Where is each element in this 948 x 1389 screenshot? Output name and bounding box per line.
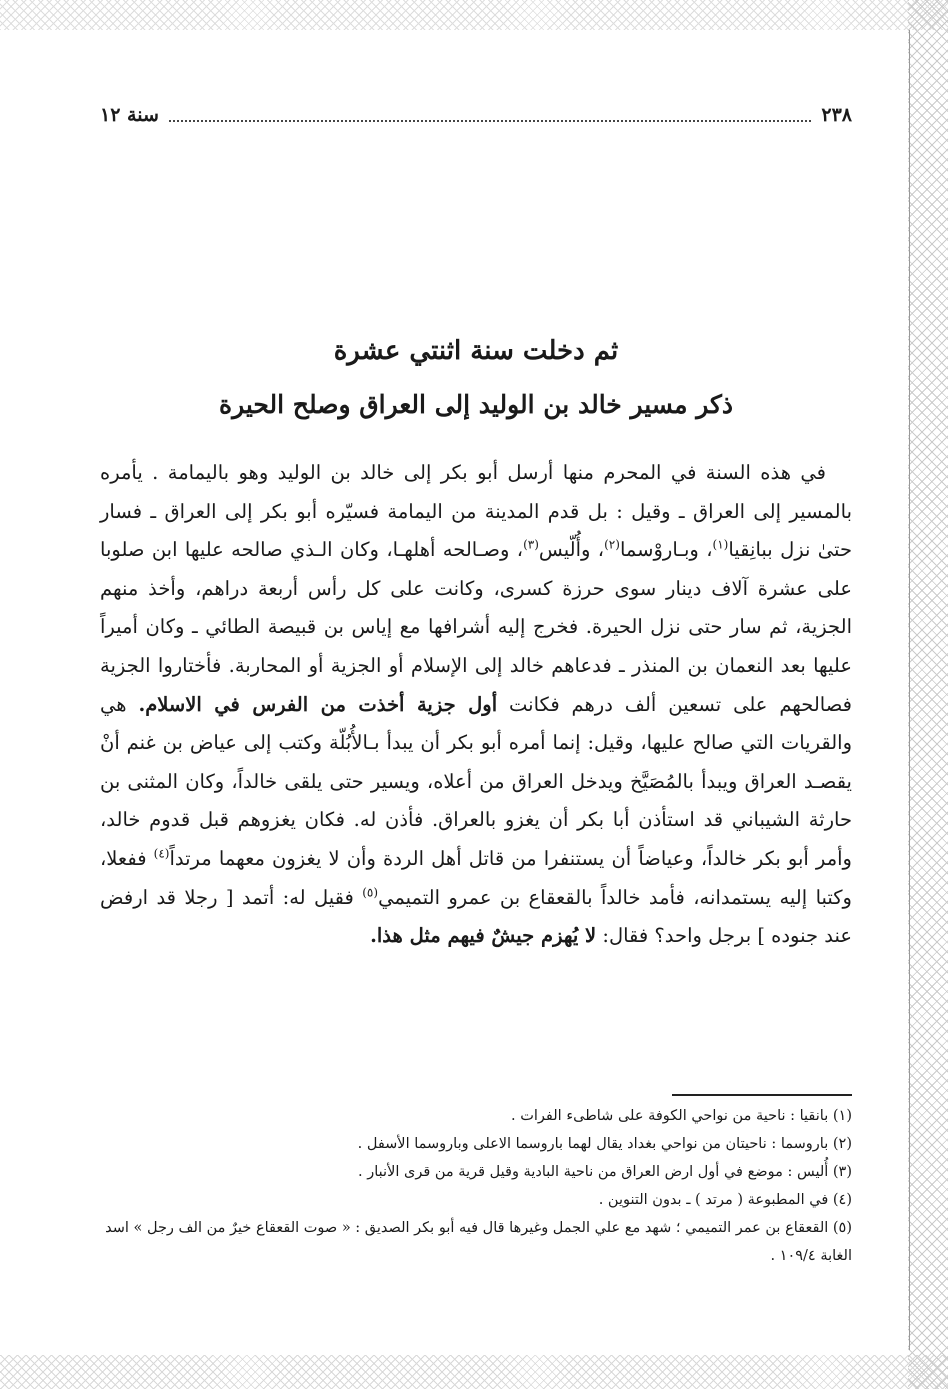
text-run: في هذه السنة في المحرم منها أرسل أبو بكر إلى خالد بن الوليد وهو باليمامة . يأمره بالمسير إلى العراق ـ وقيل : بل قدم المدينة من اليمامة فسيّره أبو بكر إلى العراق ـ فسار حتىٰ نزل ببانِقيا bbox=[100, 461, 852, 562]
main-text bbox=[100, 454, 852, 956]
section-title: ذكر مسير خالد بن الوليد إلى العراق وصلح الحيرة bbox=[218, 390, 734, 419]
year-label: سنة ١٢ bbox=[100, 104, 159, 126]
running-header bbox=[100, 100, 852, 130]
margin-rule bbox=[909, 30, 910, 1350]
text-run: هي والقريات التي صالح عليها، وقيل: إنما أمره أبو بكر أن يبدأ بـالأُبُلّة وكتب إلى عياض بن غنم أنْ يقصـد العراق ويبدأ بالمُصَيَّخ ويدخل العراق من أعلاه، ويسير حتى يلقى خالداً، وكان المثنى بن حارثة الشيباني قد استأذن أبا بكر أن يغزو بالعراق. فأذن له. فكان يغزوهم قبل قدوم خالد، وأمر أبو بكر خالداً، وعياضاً أن يستنفرا من قاتل أهل الردة وأن لا يغزون معهما مرتداً bbox=[100, 692, 852, 870]
footnote-ref-3: (٣) bbox=[523, 537, 539, 552]
text-run: فقيل له: أتمد [ رجلا قد ارفض عند جنوده ] برجل واحد؟ فقال: bbox=[100, 885, 852, 948]
footnote-2: (٢) باروسما : ناحيتان من نواحي بغداد يقال لهما باروسما الاعلى وباروسما الأسفل . bbox=[357, 1136, 852, 1152]
footnote-ref-1: (١) bbox=[712, 537, 729, 552]
footnote-5: (٥) القعقاع بن عمر التميمي ؛ شهد مع علي الجمل وغيرها قال فيه أبو بكر الصديق : « صوت القعقاع خيرٌ من الف رجل » اسد الغابة ١٠٩/٤ . bbox=[105, 1220, 852, 1264]
chapter-title: ثم دخلت سنة اثنتي عشرة bbox=[333, 336, 619, 366]
footnote-3: (٣) أُليس : موضع في أول ارض العراق من ناحية البادية وقيل قرية من قرى الأنبار . bbox=[358, 1164, 852, 1180]
header-dot-leader bbox=[169, 120, 811, 122]
footnote-4: (٤) في المطبوعة ( مرتد ) ـ بدون التنوين . bbox=[598, 1192, 852, 1208]
footnote-1: (١) بانقيا : ناحية من نواحي الكوفة على شاطىء الفرات . bbox=[511, 1108, 852, 1124]
text-run: ، وصـالحه أهلهـا، وكان الـذي صالحه عليها ابن صلوبا على عشرة آلاف دينار سوى حرزة كسرى، وكانت على كل رأس أربعة دراهم، وأخذ منهم الجزية، ثم سار حتى نزل الحيرة. فخرج إليه أشرافها مع إياس بن قبيصة الطائي ـ وكان أميراً عليها بعد النعمان بن المنذر ـ فدعاهم خالد إلى الإسلام أو الجزية أو المحاربة. فأختاروا الجزية فصالحهم على تسعين ألف درهم فكانت bbox=[100, 538, 852, 716]
footnote-ref-4: (٤) bbox=[153, 846, 170, 861]
text-run: ، وأُلّيس bbox=[538, 538, 605, 562]
text-run: ، وبـاروْسما bbox=[619, 538, 713, 562]
bold-phrase: لا يُهزم جيشٌ فيهم مثل هذا. bbox=[370, 924, 597, 948]
book-page bbox=[100, 0, 852, 1389]
footnote-separator bbox=[672, 1094, 852, 1096]
decorative-border-right bbox=[908, 0, 948, 1389]
page-number: ٢٣٨ bbox=[821, 104, 852, 126]
bold-phrase: أول جزية أخذت من الفرس في الاسلام. bbox=[138, 692, 498, 716]
footnotes bbox=[100, 1102, 852, 1270]
body-paragraph bbox=[100, 454, 852, 956]
footnote-ref-5: (٥) bbox=[362, 885, 379, 900]
footnote-ref-2: (٢) bbox=[604, 537, 620, 552]
text-run: ففعلا، وكتبا إليه يستمدانه، فأمد خالداً بالقعقاع بن عمرو التميمي bbox=[100, 846, 852, 909]
